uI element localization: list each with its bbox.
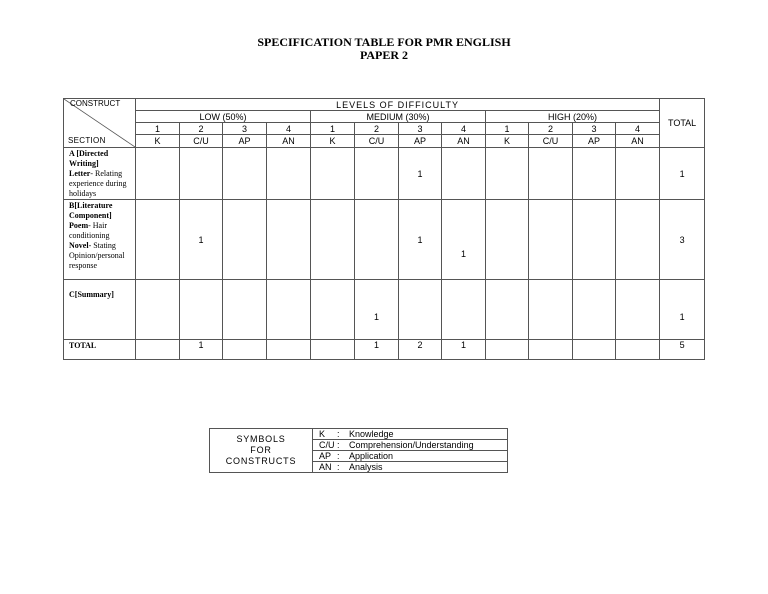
table-cell: 1 <box>442 200 486 280</box>
table-cell <box>267 280 311 340</box>
table-cell <box>180 148 223 200</box>
table-cell <box>442 148 486 200</box>
table-cell <box>486 148 529 200</box>
total-header: TOTAL <box>660 99 705 148</box>
table-cell <box>223 200 267 280</box>
level-number: 4 <box>267 123 311 135</box>
construct-code-row <box>64 135 705 148</box>
construct-code: K <box>486 135 529 148</box>
section-b-heading: B[Literature Component] Poem- Hair conditioning Novel- Stating Opinion/personal response <box>64 200 136 280</box>
table-cell <box>616 340 660 360</box>
levels-of-difficulty-header: LEVELS OF DIFFICULTY <box>136 99 660 111</box>
level-number: 4 <box>616 123 660 135</box>
section-c-heading: C[Summary] <box>64 280 136 340</box>
construct-code: AN <box>267 135 311 148</box>
table-cell <box>355 148 399 200</box>
table-cell: 1 <box>355 340 399 360</box>
construct-code: AN <box>616 135 660 148</box>
level-number: 1 <box>486 123 529 135</box>
symbols-legend <box>209 428 508 473</box>
table-cell <box>399 280 442 340</box>
legend-heading: SYMBOLS FOR CONSTRUCTS <box>210 429 313 473</box>
table-cell <box>136 200 180 280</box>
table-cell <box>573 340 616 360</box>
table-cell <box>267 200 311 280</box>
document-title: SPECIFICATION TABLE FOR PMR ENGLISH <box>257 35 511 49</box>
table-cell: 1 <box>442 340 486 360</box>
table-row <box>64 200 705 280</box>
table-cell <box>486 340 529 360</box>
table-cell <box>311 148 355 200</box>
table-cell <box>616 148 660 200</box>
table-cell <box>223 340 267 360</box>
row-total: 3 <box>660 200 705 280</box>
table-cell <box>223 280 267 340</box>
table-cell: 2 <box>399 340 442 360</box>
construct-code: C/U <box>355 135 399 148</box>
construct-code: AP <box>223 135 267 148</box>
table-cell <box>311 200 355 280</box>
construct-section-header <box>64 99 136 148</box>
legend-item: AP : Application <box>313 451 508 462</box>
row-total: 1 <box>660 280 705 340</box>
table-cell: 1 <box>399 200 442 280</box>
table-cell <box>136 280 180 340</box>
table-cell: 1 <box>399 148 442 200</box>
legend-item: K : Knowledge <box>313 429 508 440</box>
level-number: 3 <box>399 123 442 135</box>
construct-code: C/U <box>529 135 573 148</box>
table-cell <box>267 148 311 200</box>
section-a-heading: A [Directed Writing] Letter- Relating experience during holidays <box>64 148 136 200</box>
table-cell <box>529 148 573 200</box>
table-cell: 1 <box>180 340 223 360</box>
legend-item: AN : Analysis <box>313 462 508 473</box>
table-cell <box>136 148 180 200</box>
table-cell <box>267 340 311 360</box>
construct-code: K <box>136 135 180 148</box>
table-row <box>64 280 705 340</box>
table-cell <box>311 340 355 360</box>
level-number: 2 <box>180 123 223 135</box>
construct-code: AN <box>442 135 486 148</box>
totals-label: TOTAL <box>64 340 136 360</box>
table-cell <box>616 280 660 340</box>
totals-row <box>64 340 705 360</box>
legend-item: C/U : Comprehension/Understanding <box>313 440 508 451</box>
table-cell <box>573 200 616 280</box>
row-total: 1 <box>660 148 705 200</box>
table-cell: 1 <box>355 280 399 340</box>
table-cell <box>311 280 355 340</box>
construct-code: AP <box>573 135 616 148</box>
table-cell <box>355 200 399 280</box>
table-row <box>64 148 705 200</box>
band-medium: MEDIUM (30%) <box>311 111 486 123</box>
level-number: 3 <box>573 123 616 135</box>
table-cell <box>529 200 573 280</box>
table-cell <box>616 200 660 280</box>
construct-code: AP <box>399 135 442 148</box>
band-low: LOW (50%) <box>136 111 311 123</box>
band-high: HIGH (20%) <box>486 111 660 123</box>
table-cell <box>180 280 223 340</box>
construct-code: C/U <box>180 135 223 148</box>
level-number: 2 <box>529 123 573 135</box>
section-label: SECTION <box>68 136 106 145</box>
level-number: 3 <box>223 123 267 135</box>
table-cell <box>442 280 486 340</box>
specification-table <box>63 98 705 360</box>
level-number-row <box>64 123 705 135</box>
level-number: 4 <box>442 123 486 135</box>
level-number: 2 <box>355 123 399 135</box>
construct-code: K <box>311 135 355 148</box>
level-number: 1 <box>136 123 180 135</box>
level-number: 1 <box>311 123 355 135</box>
document-subtitle: PAPER 2 <box>359 48 409 62</box>
table-cell <box>136 340 180 360</box>
grand-total: 5 <box>660 340 705 360</box>
table-cell <box>223 148 267 200</box>
construct-label: CONSTRUCT <box>70 99 121 108</box>
table-cell: 1 <box>180 200 223 280</box>
table-cell <box>529 280 573 340</box>
table-cell <box>573 148 616 200</box>
table-cell <box>486 280 529 340</box>
table-cell <box>529 340 573 360</box>
table-cell <box>573 280 616 340</box>
table-cell <box>486 200 529 280</box>
